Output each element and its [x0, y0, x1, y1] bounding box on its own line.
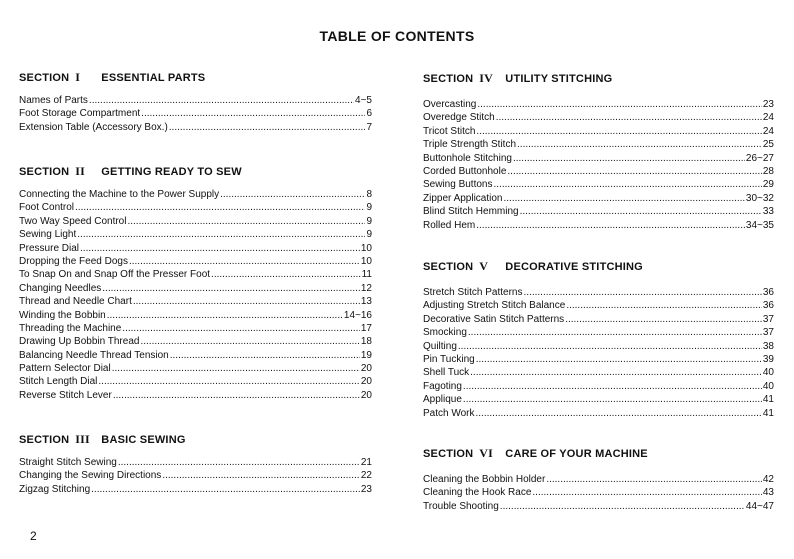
- dot-leader: [565, 313, 762, 326]
- toc-entry-title: Connecting the Machine to the Power Supply: [19, 189, 220, 200]
- section-title: BASIC SEWING: [101, 434, 186, 446]
- dot-leader: [113, 389, 360, 402]
- toc-entry-title: Corded Buttonhole: [423, 165, 507, 177]
- toc-entry: [19, 469, 372, 482]
- toc-entry-page: 39: [762, 353, 774, 365]
- entry-list: [19, 94, 372, 134]
- dot-leader: [170, 349, 360, 362]
- toc-entry-page: 40: [762, 380, 774, 392]
- toc-entry: [19, 389, 372, 402]
- toc-entry-page: 9: [366, 202, 372, 214]
- page-number: 2: [30, 529, 37, 543]
- section-label: SECTION: [19, 434, 70, 446]
- toc-entry-page: 23: [762, 99, 774, 110]
- toc-entry-title: Fagoting: [423, 380, 462, 392]
- toc-entry-page: 38: [762, 340, 774, 352]
- dot-leader: [532, 486, 761, 499]
- section-6: [423, 445, 774, 513]
- toc-entry-page: 13: [360, 296, 372, 308]
- dot-leader: [112, 362, 360, 375]
- toc-entry: [423, 366, 774, 379]
- toc-entry-title: Smocking: [423, 327, 467, 339]
- entry-list: [423, 286, 774, 420]
- toc-entry: [19, 94, 372, 107]
- toc-entry-title: Changing Needles: [19, 282, 102, 294]
- toc-entry: [423, 165, 774, 178]
- toc-entry-page: 9: [366, 215, 372, 227]
- dot-leader: [476, 407, 762, 420]
- toc-entry-title: Pin Tucking: [423, 353, 475, 365]
- dot-leader: [141, 107, 365, 120]
- dot-leader: [463, 380, 762, 393]
- dot-leader: [496, 111, 762, 124]
- toc-entry-page: 40: [762, 367, 774, 379]
- toc-entry-title: Balancing Needle Thread Tension: [19, 349, 169, 361]
- toc-entry-title: Names of Parts: [19, 95, 88, 106]
- entry-list: [19, 456, 372, 496]
- toc-entry: [19, 309, 372, 322]
- toc-entry: [19, 362, 372, 375]
- dot-leader: [80, 242, 360, 255]
- toc-entry-page: 14~16: [343, 309, 372, 321]
- toc-entry-page: 24: [762, 125, 774, 137]
- section-label: SECTION: [423, 261, 474, 273]
- toc-entry: [19, 268, 372, 281]
- section-numeral: IV: [479, 71, 494, 85]
- toc-entry: [423, 407, 774, 420]
- toc-entry-page: 7: [366, 121, 372, 133]
- dot-leader: [122, 322, 360, 335]
- section-label: SECTION: [423, 73, 474, 85]
- toc-entry-title: Foot Storage Compartment: [19, 108, 141, 120]
- toc-entry-page: 11: [361, 269, 372, 281]
- toc-entry-page: 10: [360, 255, 372, 267]
- section-title: ESSENTIAL PARTS: [101, 72, 206, 84]
- toc-entry-title: Straight Stitch Sewing: [19, 457, 117, 468]
- toc-entry: [423, 299, 774, 312]
- toc-entry-page: 17: [360, 322, 372, 334]
- toc-entry-page: 36: [762, 300, 774, 312]
- toc-entry-page: 36: [762, 287, 774, 298]
- toc-entry-title: Pattern Selector Dial: [19, 363, 111, 375]
- section-label: SECTION: [19, 72, 70, 84]
- toc-entry-page: 20: [360, 363, 372, 375]
- toc-entry-page: 42: [762, 474, 774, 485]
- dot-leader: [118, 456, 360, 469]
- toc-entry-page: 21: [360, 457, 372, 468]
- dot-leader: [513, 152, 745, 165]
- toc-entry-page: 33: [762, 206, 774, 218]
- toc-entry-page: 37: [762, 313, 774, 325]
- toc-entry-title: Patch Work: [423, 407, 475, 419]
- dot-leader: [476, 353, 762, 366]
- dot-leader: [546, 473, 762, 486]
- toc-entry-title: Thread and Needle Chart: [19, 296, 132, 308]
- toc-entry-title: Cleaning the Hook Race: [423, 487, 532, 499]
- section-title: GETTING READY TO SEW: [101, 166, 242, 178]
- toc-entry-title: Dropping the Feed Dogs: [19, 255, 128, 267]
- toc-entry: [19, 242, 372, 255]
- toc-entry-page: 41: [762, 394, 774, 406]
- dot-leader: [98, 375, 359, 388]
- toc-entry: [423, 192, 774, 205]
- toc-entry: [423, 486, 774, 499]
- dot-leader: [500, 500, 745, 513]
- toc-entry: [19, 335, 372, 348]
- toc-entry-title: Adjusting Stretch Stitch Balance: [423, 300, 566, 312]
- toc-entry-title: Sewing Light: [19, 229, 77, 241]
- dot-leader: [140, 335, 359, 348]
- toc-entry: [19, 228, 372, 241]
- toc-entry: [423, 111, 774, 124]
- toc-entry-title: Sewing Buttons: [423, 179, 493, 191]
- toc-entry: [423, 353, 774, 366]
- toc-entry-title: Threading the Machine: [19, 322, 122, 334]
- section-numeral: III: [75, 432, 90, 446]
- dot-leader: [476, 219, 745, 232]
- toc-entry-title: Applique: [423, 394, 462, 406]
- toc-entry: [19, 456, 372, 469]
- toc-entry-title: Quilting: [423, 340, 457, 352]
- dot-leader: [162, 469, 360, 482]
- toc-entry-title: Pressure Dial: [19, 242, 80, 254]
- dot-leader: [75, 201, 365, 214]
- toc-entry-title: Zipper Application: [423, 192, 503, 204]
- dot-leader: [504, 192, 745, 205]
- toc-entry-page: 23: [360, 483, 372, 495]
- section-1: [19, 69, 372, 134]
- section-numeral: V: [479, 259, 489, 273]
- dot-leader: [107, 309, 343, 322]
- toc-entry-page: 28: [762, 165, 774, 177]
- toc-entry-title: Winding the Bobbin: [19, 309, 106, 321]
- section-title: UTILITY STITCHING: [505, 73, 613, 85]
- dot-leader: [468, 326, 762, 339]
- toc-entry: [423, 286, 774, 299]
- entry-list: [423, 473, 774, 513]
- toc-entry-title: Triple Strength Stitch: [423, 139, 517, 151]
- toc-entry-title: Trouble Shooting: [423, 500, 499, 512]
- section-numeral: I: [75, 70, 81, 84]
- toc-entry-page: 4~5: [355, 95, 372, 106]
- toc-entry-page: 10: [360, 242, 372, 254]
- section-numeral: VI: [479, 446, 494, 460]
- toc-entry-title: Rolled Hem: [423, 219, 476, 231]
- toc-entry-title: Decorative Satin Stitch Patterns: [423, 313, 565, 325]
- toc-entry-title: To Snap On and Snap Off the Presser Foot: [19, 269, 211, 281]
- dot-leader: [524, 286, 762, 299]
- toc-entry-page: 41: [762, 407, 774, 419]
- toc-entry: [423, 326, 774, 339]
- toc-entry-page: 37: [762, 327, 774, 339]
- dot-leader: [520, 205, 762, 218]
- toc-entry-page: 8: [366, 189, 372, 200]
- dot-leader: [220, 188, 365, 201]
- toc-entry-page: 44~47: [745, 500, 774, 512]
- toc-entry-page: 12: [360, 282, 372, 294]
- section-label: SECTION: [423, 448, 474, 460]
- section-heading: [19, 163, 372, 179]
- dot-leader: [89, 94, 354, 107]
- dot-leader: [211, 268, 361, 281]
- dot-leader: [129, 255, 360, 268]
- dot-leader: [470, 366, 762, 379]
- section-heading: [19, 69, 372, 85]
- toc-entry: [423, 380, 774, 393]
- dot-leader: [133, 295, 360, 308]
- section-4: [423, 70, 774, 232]
- dot-leader: [494, 178, 762, 191]
- toc-entry-title: Extension Table (Accessory Box.): [19, 121, 168, 133]
- dot-leader: [169, 121, 366, 134]
- toc-entry-title: Drawing Up Bobbin Thread: [19, 336, 140, 348]
- toc-entry-page: 43: [762, 487, 774, 499]
- toc-entry-page: 6: [366, 108, 372, 120]
- toc-entry: [19, 295, 372, 308]
- toc-entry: [423, 178, 774, 191]
- toc-entry: [423, 205, 774, 218]
- toc-entry: [423, 152, 774, 165]
- toc-entry-page: 26~27: [745, 152, 774, 164]
- entry-list: [19, 188, 372, 402]
- toc-entry: [19, 215, 372, 228]
- toc-entry-title: Two Way Speed Control: [19, 215, 127, 227]
- toc-entry-page: 25: [762, 139, 774, 151]
- toc-entry-page: 9: [366, 229, 372, 241]
- section-label: SECTION: [19, 166, 70, 178]
- toc-entry: [19, 188, 372, 201]
- toc-entry: [19, 121, 372, 134]
- dot-leader: [507, 165, 761, 178]
- toc-entry: [423, 98, 774, 111]
- toc-entry: [19, 282, 372, 295]
- toc-entry: [423, 138, 774, 151]
- toc-entry: [19, 375, 372, 388]
- toc-entry-title: Changing the Sewing Directions: [19, 470, 162, 482]
- toc-entry: [423, 219, 774, 232]
- section-title: DECORATIVE STITCHING: [505, 261, 643, 273]
- section-heading: [19, 431, 372, 447]
- dot-leader: [517, 138, 762, 151]
- toc-entry: [19, 255, 372, 268]
- dot-leader: [458, 340, 762, 353]
- section-3: [19, 431, 372, 496]
- dot-leader: [127, 215, 365, 228]
- toc-entry-title: Shell Tuck: [423, 367, 470, 379]
- toc-entry-title: Blind Stitch Hemming: [423, 206, 519, 218]
- toc-entry-title: Reverse Stitch Lever: [19, 389, 112, 401]
- section-5: [423, 258, 774, 420]
- section-2: [19, 163, 372, 402]
- toc-entry: [423, 340, 774, 353]
- toc-entry-page: 29: [762, 179, 774, 191]
- toc-entry: [423, 393, 774, 406]
- toc-entry-page: 22: [360, 470, 372, 482]
- toc-entry: [423, 313, 774, 326]
- dot-leader: [566, 299, 762, 312]
- entry-list: [423, 98, 774, 232]
- dot-leader: [102, 282, 360, 295]
- toc-entry: [423, 125, 774, 138]
- toc-entry-page: 24: [762, 112, 774, 124]
- toc-entry-page: 19: [360, 349, 372, 361]
- dot-leader: [77, 228, 365, 241]
- dot-leader: [476, 125, 761, 138]
- toc-entry-page: 18: [360, 336, 372, 348]
- toc-entry-title: Buttonhole Stitching: [423, 152, 512, 164]
- section-numeral: II: [75, 164, 86, 178]
- toc-entry-title: Stitch Length Dial: [19, 376, 98, 388]
- toc-entry: [19, 349, 372, 362]
- toc-entry-page: 20: [360, 389, 372, 401]
- section-heading: [423, 445, 774, 461]
- toc-entry-page: 20: [360, 376, 372, 388]
- page-title: TABLE OF CONTENTS: [319, 28, 475, 44]
- dot-leader: [91, 483, 360, 496]
- toc-entry: [19, 107, 372, 120]
- toc-entry: [423, 473, 774, 486]
- section-heading: [423, 70, 774, 86]
- toc-entry-page: 30~32: [745, 192, 774, 204]
- toc-entry-title: Overedge Stitch: [423, 112, 495, 124]
- toc-entry-title: Foot Control: [19, 202, 75, 214]
- dot-leader: [477, 98, 762, 111]
- toc-entry-title: Tricot Stitch: [423, 125, 476, 137]
- toc-entry-title: Zigzag Stitching: [19, 483, 91, 495]
- toc-entry-title: Overcasting: [423, 99, 477, 110]
- toc-entry: [423, 500, 774, 513]
- dot-leader: [463, 393, 762, 406]
- section-title: CARE OF YOUR MACHINE: [505, 448, 648, 460]
- toc-entry-title: Cleaning the Bobbin Holder: [423, 474, 546, 485]
- toc-entry: [19, 322, 372, 335]
- toc-entry-title: Stretch Stitch Patterns: [423, 287, 523, 298]
- section-heading: [423, 258, 774, 274]
- toc-entry-page: 34~35: [745, 219, 774, 231]
- toc-entry: [19, 201, 372, 214]
- toc-entry: [19, 483, 372, 496]
